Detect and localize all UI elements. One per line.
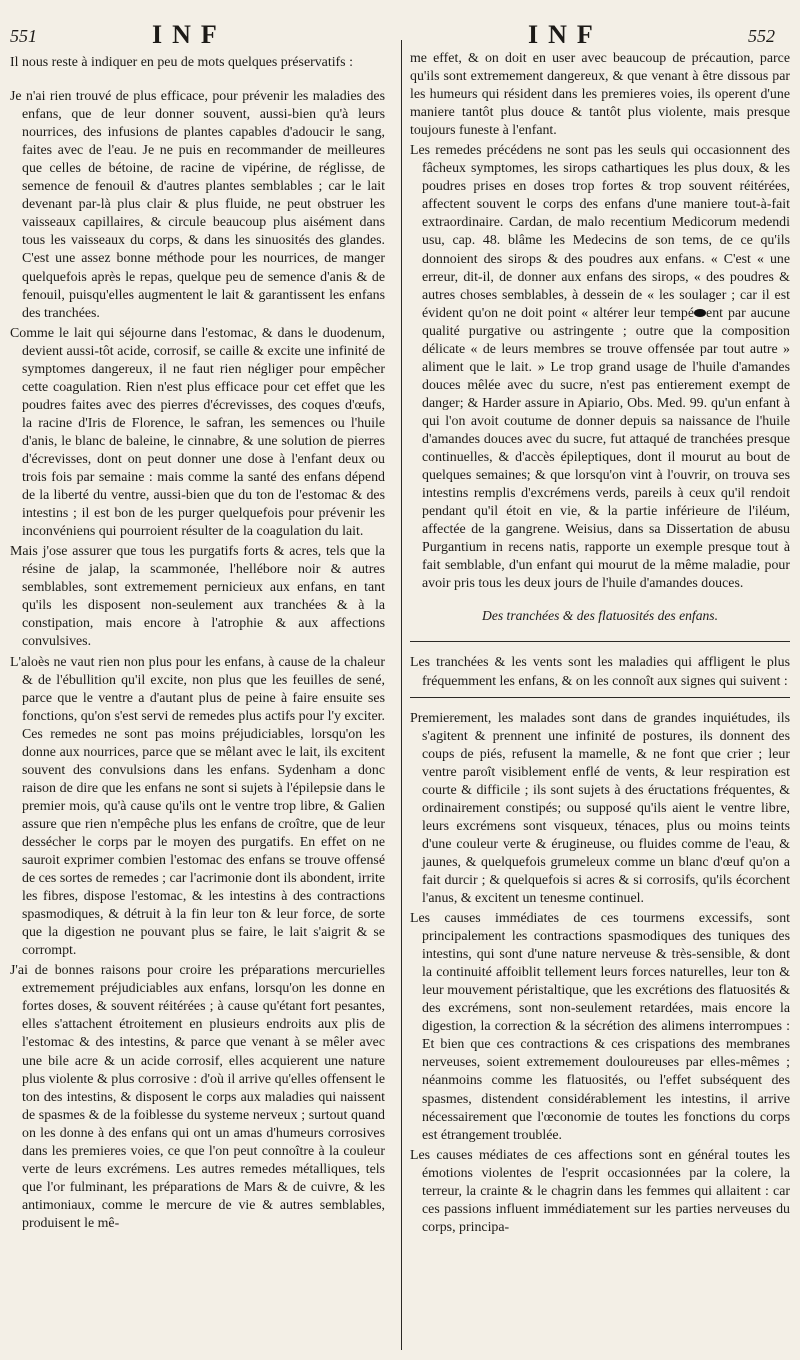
right-column xyxy=(410,50,790,1239)
right-paragraph: Les causes immédiates de ces tourmens excessifs, sont principalement les contractions spasmodiques des tuniques des intestins, qui sont d'une nature nerveuse & très-sensible, & dont la continuité affoiblit tellement leurs forces naturelles, leur ton & leur mouvement péristaltique, que les excrétions des flatuosités & des excrémens, sont non-seulement retardées, mais encore la digestion, la correction & la sécrétion des alimens interrompues : Et bien que ces contractions & ces crispations des membranes nerveuses, soient extremement douloureuses par elles-mêmes ; néanmoins comme les flatuosités, ou l'effet subséquent des spasmes, distendent considérablement les intestins, il arrive nécessairement que l'œconomie de toutes les fonctions du corps est étrangement troublée. xyxy=(410,911,790,1143)
right-paragraph: Les tranchées & les vents sont les maladies qui affligent le plus fréquemment les enfans, & on les connoît aux signes qui suivent : xyxy=(410,655,790,689)
left-paragraph: Comme le lait qui séjourne dans l'estomac, & dans le duodenum, devient aussi-tôt acide, corrosif, se caille & excite une infinité de symptomes dangereux, il ne faut rien négliger pour empêcher cette coagulation. Rien n'est plus efficace pour cet effet que les poudres faites avec des pierres d'écrevisses, des coques d'œufs, la racine d'Iris de Florence, le safran, les semences ou l'huile d'anis, le blanc de baleine, le cinnabre, & une solution de pierres d'écrevisses, dont on peut donner une dose à l'enfant deux ou trois fois par semaine : mais comme la santé des enfans dépend de la liberté du ventre, aussi-bien que du ton de l'estomac & des intestins ; il est bon de les purger quelquefois pour prévenir les inconvéniens qui pourroient résulter de la coagulation du lait. xyxy=(10,325,385,540)
column-divider xyxy=(401,40,402,1350)
right-paragraph: me effet, & on doit en user avec beaucoup de précaution, parce qu'ils sont extremement dangereux, & que venant à être dissous par les humeurs qui résident dans les premieres voies, ils operent d'une maniere tantôt plus douce & tantôt plus violente, mais presque toujours funeste à l'enfant. xyxy=(410,51,790,139)
right-paragraph-text: ent par aucune qualité purgative ou astringente ; outre que la composition délicate « de leurs membres se trouve offensée par tout autre » aliment que le lait. » Le trop grand usage de l'huile d'amandes douces mêlée avec du sucre, n'est pas entierement exempt de danger; & Harder assure in Apiario, Obs. Med. 99. qu'un enfant à qui l'on avoit coutume de donner depuis sa naissance de l'huile d'amandes douces avec du sucre, fut attaqué de tranchées presque continuelles, & d'accès épileptiques, dont il mourut au bout de quelques semaines; & que lorsqu'on vint à l'ouvrir, on trouva ses intestins remplis d'excrémens verds, pareils à ceux qu'il rendoit pendant qu'il étoit en vie, & la partie inférieure de l'iléum, affectée de la gangrene. Weisius, dans sa Dissertation de abusu Purgantium in recens natis, rapporte un exemple presque tout à fait semblable, d'un enfant qui mourut de la même maladie, pour avoir pris tous les deux jours de l'huile d'amandes douces. xyxy=(422,305,790,592)
left-paragraph: Il nous reste à indiquer en peu de mots quelques préservatifs : xyxy=(10,55,353,70)
left-paragraph: J'ai de bonnes raisons pour croire les préparations mercurielles extremement préjudiciables aux enfans, lorsqu'on les donne en fortes doses, & souvent réitérées ; à cause qu'étant fort pesantes, elles s'attachent étroitement en plusieurs endroits aux plis de l'estomac & des intestins, & parce que venant à se mêler avec une bile acre & un acide corrosif, elles acquierent une nature plus violente & plus corrosive : d'où il arrive qu'elles offensent le ton des intestins, & disposent le corps aux maladies qui naissent de spasmes & de la foiblesse du systeme nerveux ; surtout quand on les donne à des enfans qui ont un amas d'humeurs corrosives dans les premieres voies, ce que l'on peut connoître à la couleur verte de leurs excrémens. Les autres remedes métalliques, tels que l'or fulminant, les préparations de Mars & de cuivre, & les antimoniaux, comme le mercure de vie & autres semblables, produisent le mê- xyxy=(10,963,385,1231)
right-paragraph xyxy=(410,142,790,593)
left-page-number: 551 xyxy=(10,26,37,46)
right-paragraph: Premierement, les malades sont dans de grandes inquiétudes, ils s'agitent & prennent une infinité de postures, ils donnent des coups de piés, refusent la mamelle, & ne font que crier ; leur ventre paroît visiblement enflé de vents, & leur respiration est courte & difficile ; ils sont sujets à des éructations fréquentes, & ordinairement constipés; ou supposé qu'ils aient le ventre libre, leurs excrémens sont visqueux, ténaces, plus ou moins teints d'une couleur verte & érugineuse, ou fluides comme de l'eau, & jaunes, & quelquefois grumeleux comme un blanc d'œuf qu'on a fait durcir ; & quelquefois si acres & si corrosifs, qu'ils écorchent l'anus, & excitent un tenesme continuel. xyxy=(410,710,790,907)
right-running-head: INF xyxy=(528,20,603,49)
right-paragraph: Les causes médiates de ces affections sont en général toutes les émotions violentes de l'esprit occasionnées par la colere, la terreur, la crainte & le chagrin dans les femmes qui allaitent : car ces passions influent immédiatement sur les parties nerveuses du corps, principa- xyxy=(410,1147,790,1235)
left-paragraph: Je n'ai rien trouvé de plus efficace, pour prévenir les maladies des enfans, que de leur donner souvent, aussi-bien qu'à leurs nourrices, des infusions de plantes capables d'adoucir le sang, faites avec de l'eau. Je ne puis en recommander de meilleures que celles de bétoine, de racine de vipérine, de réglisse, de semence de fenouil & d'autres plantes semblables ; car le lait devenant par-là plus clair & plus fluide, ne peut obstruer les vaisseaux capillaires, & circule beaucoup plus aisément dans tous les vaisseaux du corps, & dans les sinuosités des glandes. C'est une assez bonne méthode pour les nourrices, de manger quelquefois après le repas, quelque peu de semence d'anis & de fenouil, puisqu'elles augmentent le lait & garantissent les enfans des tranchées. xyxy=(10,89,385,321)
right-paragraph-text: Les remedes précédens ne sont pas les seuls qui occasionnent des fâcheux symptomes, les sirops cathartiques les plus doux, & les poudres prises en doses trop fortes & trop souvent réitérées, affectent souvent le corps des enfans d'une maniere tout-à-fait extraordinaire. Cardan, de malo recentium Medicorum medendi usu, cap. 48. blâme les Medecins de son tems, de ce qu'ils donnoient des sirops & des poudres aux enfans. « C'est « une erreur, dit-il, de donner aux enfans des sirops, « des poudres & autres choses semblables, à dessein de « les soulager ; car il est évident qu'on ne doit point « altérer leur tempé xyxy=(410,143,790,321)
section-rule xyxy=(410,697,790,698)
left-paragraph: Mais j'ose assurer que tous les purgatifs forts & acres, tels que la résine de jalap, la scammonée, l'hellébore noir & autres semblables, sont extremement pernicieux aux enfans, en tant qu'ils les disposent non-seulement aux tranchées & à la constipation, mais encore à l'atrophie & aux affections convulsives. xyxy=(10,544,385,650)
section-rule xyxy=(410,641,790,642)
left-paragraph: L'aloès ne vaut rien non plus pour les enfans, à cause de la chaleur & de l'ébullition qu'il excite, non plus que les feuilles de sené, parce que le ventre a d'autant plus de peine à faire ensuite ses fonctions, qu'on s'est servi de remedes plus actifs pour l'y exciter. Ces remedes ne sont pas moins préjudiciables, lorsqu'on les donne aux nourrices, parce que se mêlant avec le lait, ils excitent souvent des convulsions dans les enfans. Sydenham a donc raison de dire que les enfans ne sont si sujets à l'épilepsie dans le premier mois, qu'à cause qu'ils ont le ventre trop libre, & Galien assure que rien n'empêche plus les enfans de croître, que de leur dessécher le corps par le moyen des purgatifs. En effet on ne sauroit exprimer combien l'estomac des enfans se trouve offensé de ces sortes de remedes ; car l'acrimonie dont ils abondent, irrite les fibres, dispose l'estomac, & les intestins à des contractions spasmodiques, & détruit à la fin leur ton & leur force, de sorte que la digestion ne pouvant plus se faire, le lait s'aigrit & se corrompt. xyxy=(10,654,385,959)
ink-blot xyxy=(694,309,706,317)
left-column xyxy=(10,54,385,1235)
left-running-head: INF xyxy=(152,20,227,49)
section-heading: Des tranchées & des flatuosités des enfans. xyxy=(482,608,718,624)
right-page-number: 552 xyxy=(748,26,775,46)
